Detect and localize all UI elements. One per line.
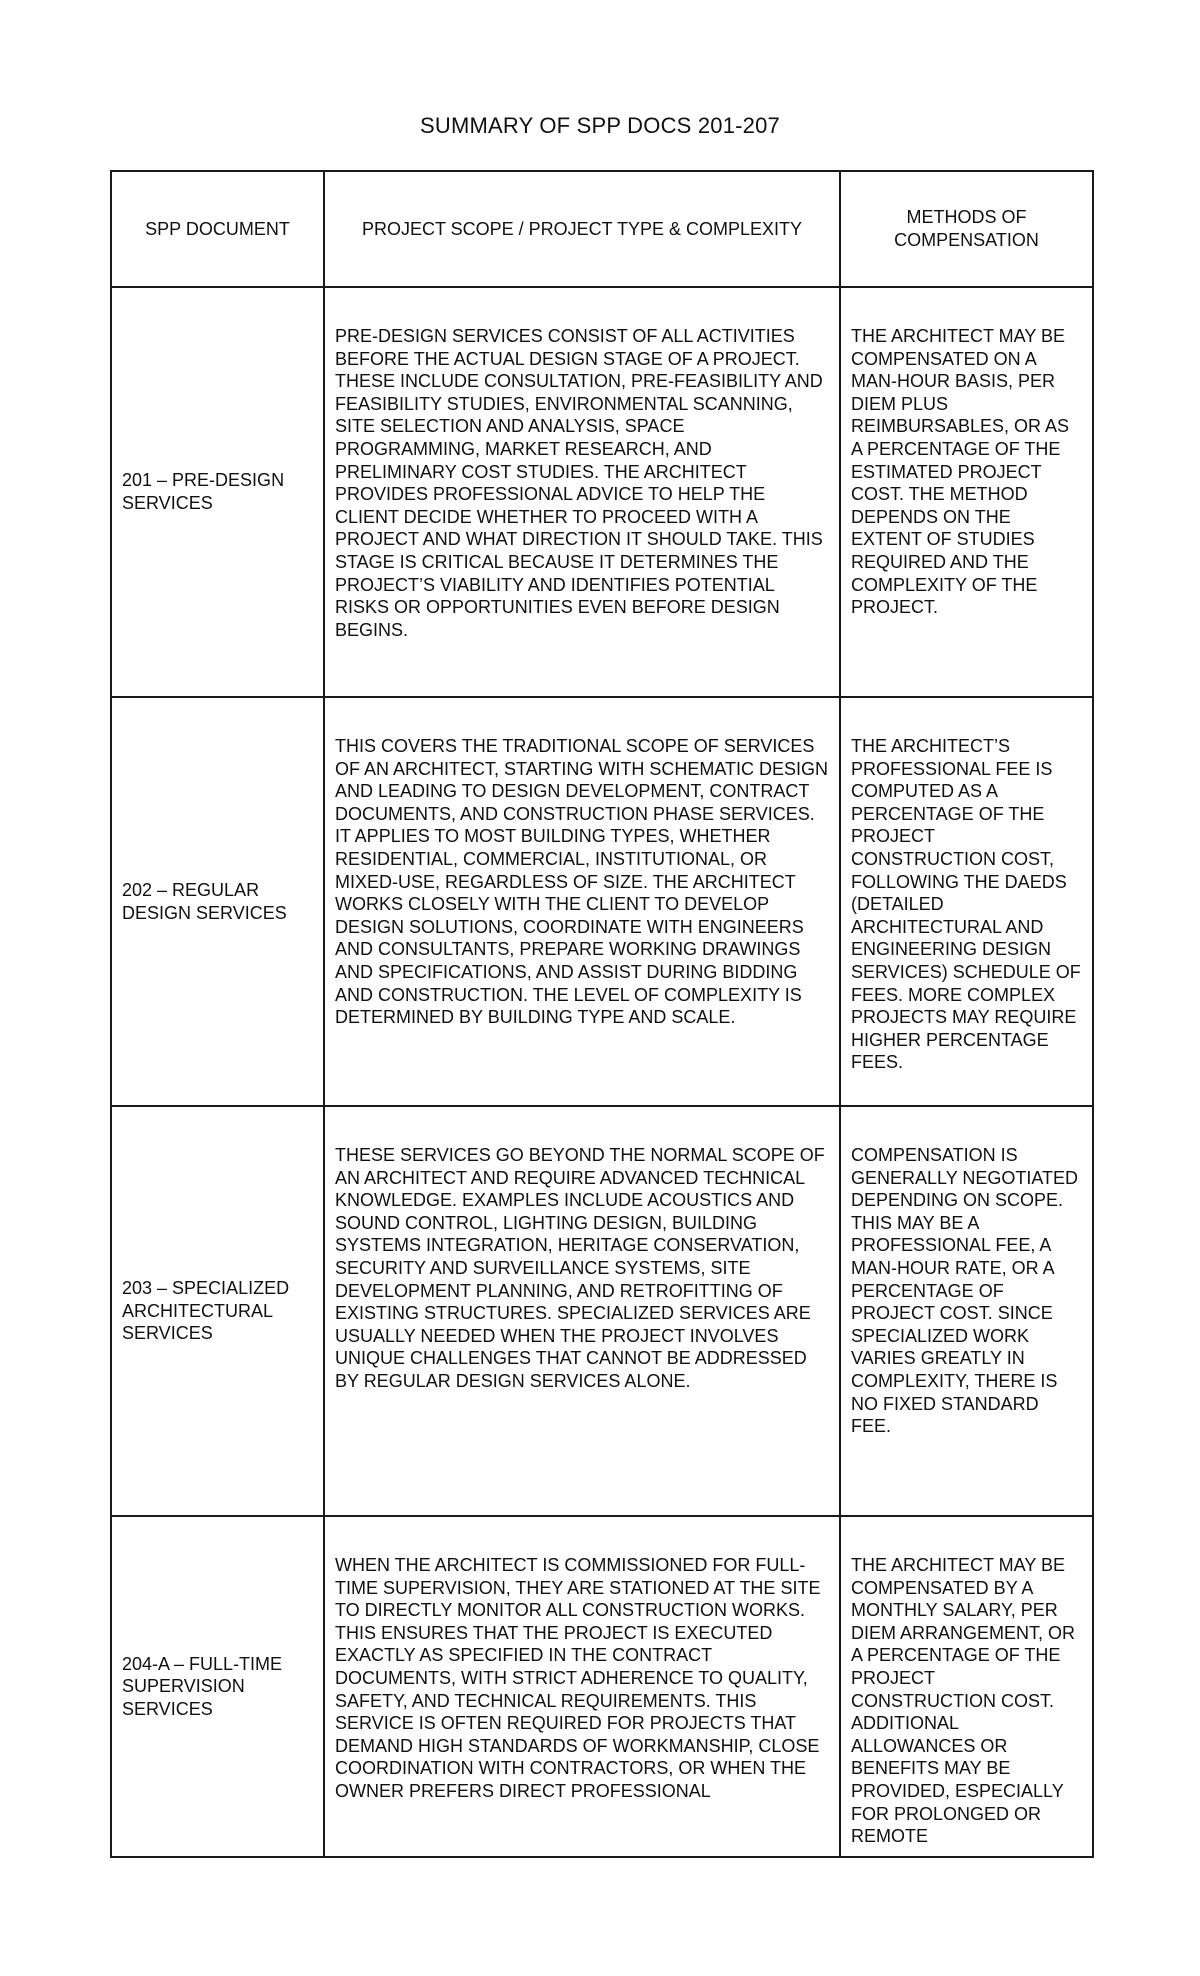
summary-table: [110, 170, 1094, 1858]
header-project-scope: PROJECT SCOPE / PROJECT TYPE & COMPLEXITY: [324, 171, 840, 287]
table-row: [111, 697, 1093, 1106]
compensation-cell: THE ARCHITECT MAY BE COMPENSATED ON A MAN-HOUR BASIS, PER DIEM PLUS REIMBURSABLES, OR AS A PERCENTAGE OF THE ESTIMATED PROJECT COST. THE METHOD DEPENDS ON THE EXTENT OF STUDIES REQUIRED AND THE COMPLEXITY OF THE PROJECT.: [840, 287, 1093, 697]
spp-document-cell: 201 – PRE-DESIGN SERVICES: [111, 287, 324, 697]
table-row: [111, 287, 1093, 697]
compensation-cell: COMPENSATION IS GENERALLY NEGOTIATED DEPENDING ON SCOPE. THIS MAY BE A PROFESSIONAL FEE, A MAN-HOUR RATE, OR A PERCENTAGE OF PROJECT COST. SINCE SPECIALIZED WORK VARIES GREATLY IN COMPLEXITY, THERE IS NO FIXED STANDARD FEE.: [840, 1106, 1093, 1516]
compensation-cell: THE ARCHITECT MAY BE COMPENSATED BY A MONTHLY SALARY, PER DIEM ARRANGEMENT, OR A PERCENTAGE OF THE PROJECT CONSTRUCTION COST. ADDITIONAL ALLOWANCES OR BENEFITS MAY BE PROVIDED, ESPECIALLY FOR PROLONGED OR REMOTE: [840, 1516, 1093, 1857]
project-scope-cell: THESE SERVICES GO BEYOND THE NORMAL SCOPE OF AN ARCHITECT AND REQUIRE ADVANCED TECHNICAL KNOWLEDGE. EXAMPLES INCLUDE ACOUSTICS AND SOUND CONTROL, LIGHTING DESIGN, BUILDING SYSTEMS INTEGRATION, HERITAGE CONSERVATION, SECURITY AND SURVEILLANCE SYSTEMS, SITE DEVELOPMENT PLANNING, AND RETROFITTING OF EXISTING STRUCTURES. SPECIALIZED SERVICES ARE USUALLY NEEDED WHEN THE PROJECT INVOLVES UNIQUE CHALLENGES THAT CANNOT BE ADDRESSED BY REGULAR DESIGN SERVICES ALONE.: [324, 1106, 840, 1516]
project-scope-cell: PRE-DESIGN SERVICES CONSIST OF ALL ACTIVITIES BEFORE THE ACTUAL DESIGN STAGE OF A PROJECT. THESE INCLUDE CONSULTATION, PRE-FEASIBILITY AND FEASIBILITY STUDIES, ENVIRONMENTAL SCANNING, SITE SELECTION AND ANALYSIS, SPACE PROGRAMMING, MARKET RESEARCH, AND PRELIMINARY COST STUDIES. THE ARCHITECT PROVIDES PROFESSIONAL ADVICE TO HELP THE CLIENT DECIDE WHETHER TO PROCEED WITH A PROJECT AND WHAT DIRECTION IT SHOULD TAKE. THIS STAGE IS CRITICAL BECAUSE IT DETERMINES THE PROJECT’S VIABILITY AND IDENTIFIES POTENTIAL RISKS OR OPPORTUNITIES EVEN BEFORE DESIGN BEGINS.: [324, 287, 840, 697]
compensation-cell: THE ARCHITECT’S PROFESSIONAL FEE IS COMPUTED AS A PERCENTAGE OF THE PROJECT CONSTRUCTION COST, FOLLOWING THE DAEDS (DETAILED ARCHITECTURAL AND ENGINEERING DESIGN SERVICES) SCHEDULE OF FEES. MORE COMPLEX PROJECTS MAY REQUIRE HIGHER PERCENTAGE FEES.: [840, 697, 1093, 1106]
spp-document-cell: 203 – SPECIALIZED ARCHITECTURAL SERVICES: [111, 1106, 324, 1516]
page-title: SUMMARY OF SPP DOCS 201-207: [420, 113, 780, 138]
table-header-row: [111, 171, 1093, 287]
header-methods-of-compensation: METHODS OF COMPENSATION: [840, 171, 1093, 287]
spp-document-cell: 202 – REGULAR DESIGN SERVICES: [111, 697, 324, 1106]
project-scope-cell: THIS COVERS THE TRADITIONAL SCOPE OF SERVICES OF AN ARCHITECT, STARTING WITH SCHEMATIC DESIGN AND LEADING TO DESIGN DEVELOPMENT, CONTRACT DOCUMENTS, AND CONSTRUCTION PHASE SERVICES. IT APPLIES TO MOST BUILDING TYPES, WHETHER RESIDENTIAL, COMMERCIAL, INSTITUTIONAL, OR MIXED-USE, REGARDLESS OF SIZE. THE ARCHITECT WORKS CLOSELY WITH THE CLIENT TO DEVELOP DESIGN SOLUTIONS, COORDINATE WITH ENGINEERS AND CONSULTANTS, PREPARE WORKING DRAWINGS AND SPECIFICATIONS, AND ASSIST DURING BIDDING AND CONSTRUCTION. THE LEVEL OF COMPLEXITY IS DETERMINED BY BUILDING TYPE AND SCALE.: [324, 697, 840, 1106]
project-scope-cell: WHEN THE ARCHITECT IS COMMISSIONED FOR FULL-TIME SUPERVISION, THEY ARE STATIONED AT THE SITE TO DIRECTLY MONITOR ALL CONSTRUCTION WORKS. THIS ENSURES THAT THE PROJECT IS EXECUTED EXACTLY AS SPECIFIED IN THE CONTRACT DOCUMENTS, WITH STRICT ADHERENCE TO QUALITY, SAFETY, AND TECHNICAL REQUIREMENTS. THIS SERVICE IS OFTEN REQUIRED FOR PROJECTS THAT DEMAND HIGH STANDARDS OF WORKMANSHIP, CLOSE COORDINATION WITH CONTRACTORS, OR WHEN THE OWNER PREFERS DIRECT PROFESSIONAL: [324, 1516, 840, 1857]
table-row: [111, 1516, 1093, 1857]
spp-document-cell: 204-A – FULL-TIME SUPERVISION SERVICES: [111, 1516, 324, 1857]
table-row: [111, 1106, 1093, 1516]
header-spp-document: SPP DOCUMENT: [111, 171, 324, 287]
